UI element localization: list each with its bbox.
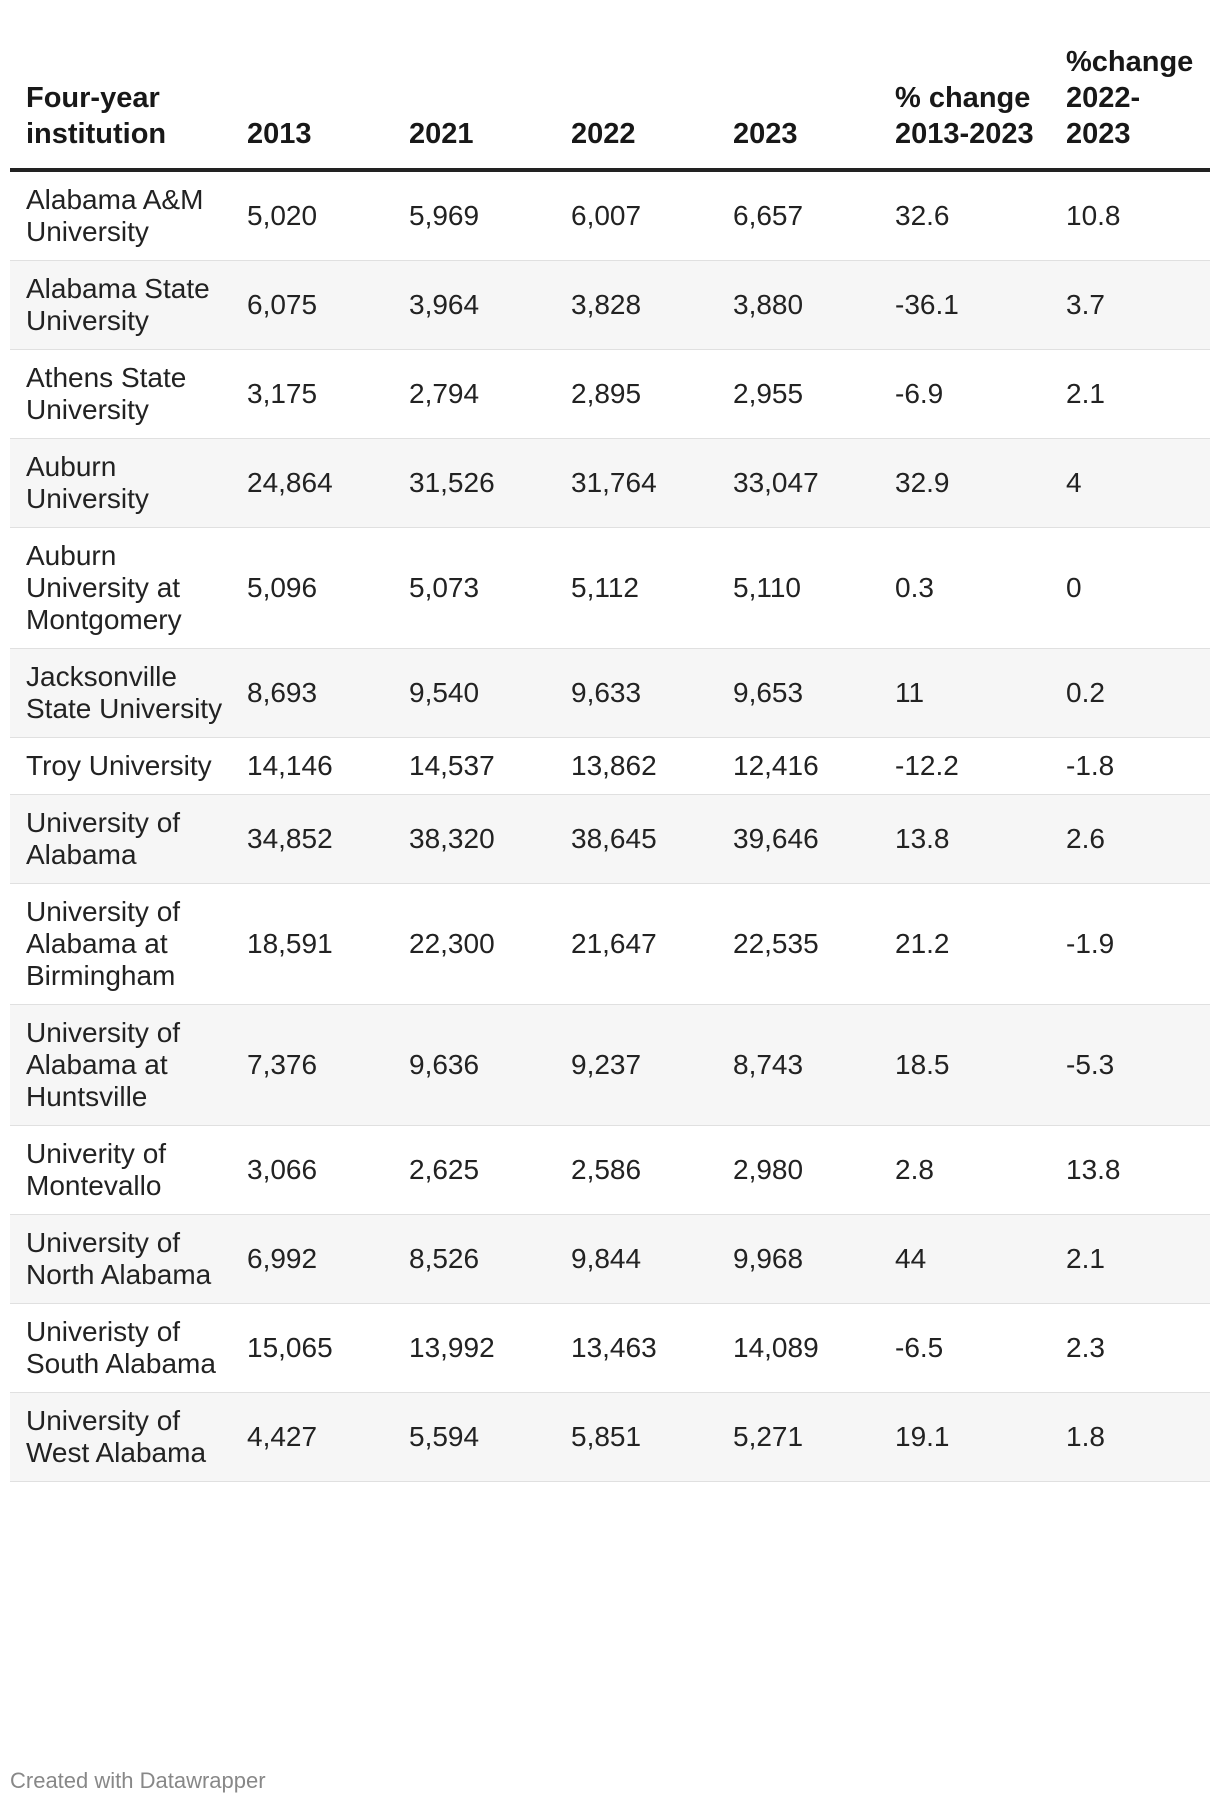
- cell-2021: 8,526: [393, 1215, 555, 1304]
- table-header-row: [10, 0, 1210, 170]
- cell-change-2022-2023: -1.8: [1050, 738, 1210, 795]
- cell-2022: 2,586: [555, 1126, 717, 1215]
- column-header-2023[interactable]: 2023: [717, 0, 879, 170]
- cell-2021: 2,794: [393, 350, 555, 439]
- cell-change-2022-2023: 2.1: [1050, 1215, 1210, 1304]
- cell-2023: 14,089: [717, 1304, 879, 1393]
- column-header-institution[interactable]: Four-year institution: [10, 0, 231, 170]
- cell-change-2013-2023: 13.8: [879, 795, 1050, 884]
- cell-2022: 21,647: [555, 884, 717, 1005]
- cell-2023: 5,271: [717, 1393, 879, 1482]
- cell-2021: 9,540: [393, 649, 555, 738]
- cell-institution: Alabama A&M University: [10, 170, 231, 261]
- cell-2022: 13,862: [555, 738, 717, 795]
- cell-change-2013-2023: 2.8: [879, 1126, 1050, 1215]
- cell-2021: 9,636: [393, 1005, 555, 1126]
- cell-2013: 3,066: [231, 1126, 393, 1215]
- cell-institution: University of North Alabama: [10, 1215, 231, 1304]
- table-row: [10, 1304, 1210, 1393]
- cell-2021: 13,992: [393, 1304, 555, 1393]
- table-row: [10, 649, 1210, 738]
- table-row: [10, 170, 1210, 261]
- cell-2023: 2,955: [717, 350, 879, 439]
- cell-change-2022-2023: 4: [1050, 439, 1210, 528]
- cell-2021: 2,625: [393, 1126, 555, 1215]
- cell-change-2013-2023: 44: [879, 1215, 1050, 1304]
- cell-2022: 9,633: [555, 649, 717, 738]
- cell-institution: Jacksonville State University: [10, 649, 231, 738]
- cell-institution: Athens State University: [10, 350, 231, 439]
- cell-change-2013-2023: -6.9: [879, 350, 1050, 439]
- cell-2013: 5,096: [231, 528, 393, 649]
- column-header-change-2013-2023[interactable]: % change 2013-2023: [879, 0, 1050, 170]
- column-header-2013[interactable]: 2013: [231, 0, 393, 170]
- cell-change-2013-2023: 18.5: [879, 1005, 1050, 1126]
- cell-institution: Troy University: [10, 738, 231, 795]
- cell-change-2013-2023: 21.2: [879, 884, 1050, 1005]
- cell-2021: 3,964: [393, 261, 555, 350]
- cell-institution: Auburn University at Montgomery: [10, 528, 231, 649]
- table-row: [10, 1393, 1210, 1482]
- cell-2013: 24,864: [231, 439, 393, 528]
- column-header-change-2022-2023[interactable]: %change 2022-2023: [1050, 0, 1210, 170]
- cell-2022: 3,828: [555, 261, 717, 350]
- cell-change-2022-2023: 1.8: [1050, 1393, 1210, 1482]
- cell-2021: 5,073: [393, 528, 555, 649]
- cell-2013: 5,020: [231, 170, 393, 261]
- cell-2013: 14,146: [231, 738, 393, 795]
- table-row: [10, 1126, 1210, 1215]
- cell-2013: 4,427: [231, 1393, 393, 1482]
- cell-2013: 18,591: [231, 884, 393, 1005]
- cell-2023: 33,047: [717, 439, 879, 528]
- cell-change-2013-2023: 32.9: [879, 439, 1050, 528]
- cell-2022: 31,764: [555, 439, 717, 528]
- data-table-container: [10, 0, 1210, 1482]
- cell-change-2013-2023: 19.1: [879, 1393, 1050, 1482]
- table-row: [10, 1005, 1210, 1126]
- cell-2023: 22,535: [717, 884, 879, 1005]
- cell-change-2022-2023: -1.9: [1050, 884, 1210, 1005]
- cell-2023: 2,980: [717, 1126, 879, 1215]
- datawrapper-credit[interactable]: Created with Datawrapper: [10, 1768, 266, 1793]
- table-body: [10, 170, 1210, 1482]
- cell-2023: 3,880: [717, 261, 879, 350]
- cell-2023: 39,646: [717, 795, 879, 884]
- table-row: [10, 1215, 1210, 1304]
- enrollment-table: [10, 0, 1210, 1482]
- cell-2022: 2,895: [555, 350, 717, 439]
- cell-2021: 22,300: [393, 884, 555, 1005]
- cell-2022: 5,112: [555, 528, 717, 649]
- cell-2013: 8,693: [231, 649, 393, 738]
- cell-change-2022-2023: -5.3: [1050, 1005, 1210, 1126]
- cell-change-2013-2023: -6.5: [879, 1304, 1050, 1393]
- cell-change-2022-2023: 2.6: [1050, 795, 1210, 884]
- cell-2013: 3,175: [231, 350, 393, 439]
- cell-change-2013-2023: -36.1: [879, 261, 1050, 350]
- cell-institution: University of Alabama: [10, 795, 231, 884]
- cell-institution: Alabama State University: [10, 261, 231, 350]
- table-row: [10, 439, 1210, 528]
- cell-2013: 34,852: [231, 795, 393, 884]
- cell-change-2022-2023: 2.1: [1050, 350, 1210, 439]
- cell-2022: 13,463: [555, 1304, 717, 1393]
- cell-2021: 14,537: [393, 738, 555, 795]
- cell-2022: 5,851: [555, 1393, 717, 1482]
- cell-2021: 5,594: [393, 1393, 555, 1482]
- cell-institution: University of West Alabama: [10, 1393, 231, 1482]
- cell-change-2013-2023: 11: [879, 649, 1050, 738]
- cell-change-2013-2023: 0.3: [879, 528, 1050, 649]
- table-row: [10, 884, 1210, 1005]
- cell-2023: 6,657: [717, 170, 879, 261]
- cell-change-2022-2023: 13.8: [1050, 1126, 1210, 1215]
- cell-2023: 12,416: [717, 738, 879, 795]
- cell-2023: 9,653: [717, 649, 879, 738]
- cell-2023: 9,968: [717, 1215, 879, 1304]
- table-row: [10, 528, 1210, 649]
- cell-change-2022-2023: 0.2: [1050, 649, 1210, 738]
- column-header-2022[interactable]: 2022: [555, 0, 717, 170]
- cell-2013: 7,376: [231, 1005, 393, 1126]
- cell-change-2022-2023: 0: [1050, 528, 1210, 649]
- table-row: [10, 738, 1210, 795]
- cell-change-2022-2023: 2.3: [1050, 1304, 1210, 1393]
- column-header-2021[interactable]: 2021: [393, 0, 555, 170]
- cell-2013: 6,992: [231, 1215, 393, 1304]
- cell-institution: Univeristy of South Alabama: [10, 1304, 231, 1393]
- cell-2013: 6,075: [231, 261, 393, 350]
- cell-change-2022-2023: 3.7: [1050, 261, 1210, 350]
- cell-2022: 9,237: [555, 1005, 717, 1126]
- cell-institution: Auburn University: [10, 439, 231, 528]
- cell-2021: 31,526: [393, 439, 555, 528]
- cell-institution: University of Alabama at Birmingham: [10, 884, 231, 1005]
- cell-2023: 8,743: [717, 1005, 879, 1126]
- cell-change-2013-2023: -12.2: [879, 738, 1050, 795]
- cell-2013: 15,065: [231, 1304, 393, 1393]
- cell-2022: 9,844: [555, 1215, 717, 1304]
- cell-2021: 38,320: [393, 795, 555, 884]
- cell-2022: 38,645: [555, 795, 717, 884]
- cell-institution: University of Alabama at Huntsville: [10, 1005, 231, 1126]
- cell-2022: 6,007: [555, 170, 717, 261]
- table-row: [10, 350, 1210, 439]
- cell-institution: Univerity of Montevallo: [10, 1126, 231, 1215]
- table-row: [10, 795, 1210, 884]
- cell-2023: 5,110: [717, 528, 879, 649]
- table-row: [10, 261, 1210, 350]
- cell-change-2013-2023: 32.6: [879, 170, 1050, 261]
- cell-2021: 5,969: [393, 170, 555, 261]
- cell-change-2022-2023: 10.8: [1050, 170, 1210, 261]
